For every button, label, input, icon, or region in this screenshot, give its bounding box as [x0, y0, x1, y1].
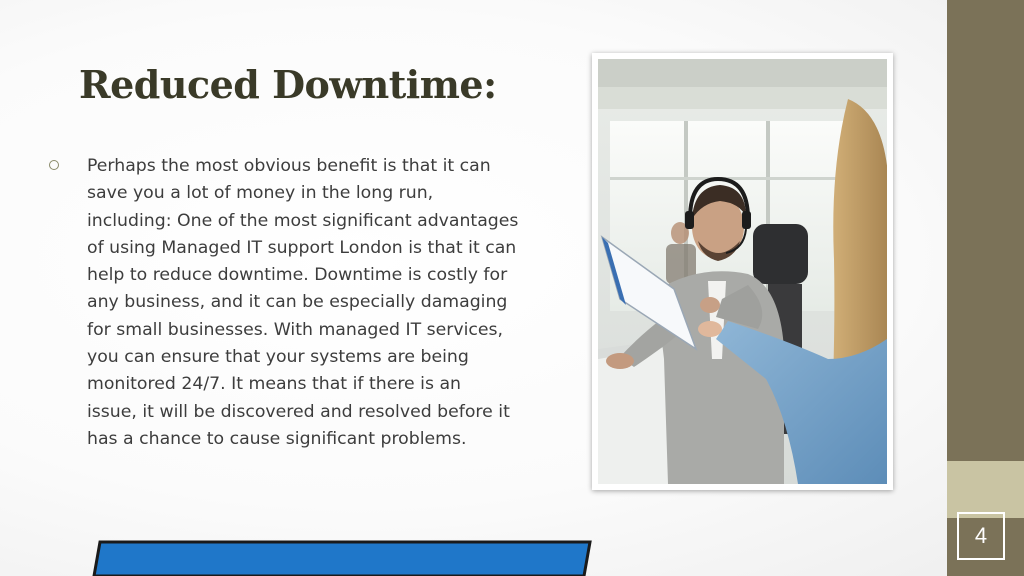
- sidebar-accent-light: [947, 461, 1024, 518]
- photo-frame: [592, 53, 893, 490]
- bullet-paragraph: Perhaps the most obvious benefit is that it can save you a lot of money in the long run, including: One of the most significant advantages of using Managed IT support London is that it can help to reduce downtime. Downtime is costly for any business, and it can be especially damaging for small businesses. With managed IT services, you can ensure that your systems are being monitored 24/7. It means that if there is an issue, it will be discovered and resolved before it has a chance to cause significant problems.: [87, 156, 519, 449]
- office-photo: [598, 59, 887, 484]
- page-number: 4: [957, 512, 1005, 560]
- slide-title: Reduced Downtime:: [79, 62, 497, 107]
- sidebar-accent-dark: [947, 0, 1024, 461]
- blue-banner-shape: [90, 540, 596, 576]
- bullet-circle-icon: [49, 160, 59, 170]
